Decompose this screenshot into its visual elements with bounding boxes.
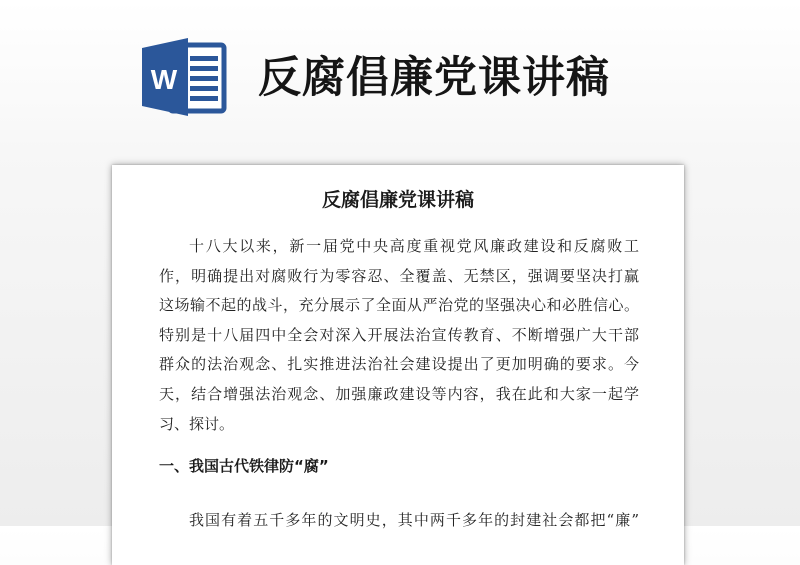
paragraph-intro (159, 232, 639, 439)
paragraph-line: 群众的法治观念、扎实推进法治社会建设提出了更加明确的要求。今 (159, 355, 639, 374)
paragraph-line: 十八大以来，新一届党中央高度重视党风廉政建设和反腐败工 (189, 237, 639, 255)
header-banner (0, 0, 800, 150)
paragraph-line: 我国有着五千多年的文明史，其中两千多年的封建社会都把“廉” (189, 511, 639, 529)
word-document-icon (140, 36, 232, 118)
paragraph-line: 这场输不起的战斗，充分展示了全面从严治党的坚强决心和必胜信心。 (159, 296, 639, 315)
document-title: 反腐倡廉党课讲稿 (321, 189, 474, 211)
paragraph-section1 (159, 506, 639, 536)
document-page (112, 165, 684, 565)
paragraph-line: 作，明确提出对腐败行为零容忍、全覆盖、无禁区，强调要坚决打赢 (159, 266, 639, 285)
paragraph-line: 习、探讨。 (159, 414, 235, 433)
word-logo-letter: W (150, 64, 178, 95)
paragraph-line: 天，结合增强法治观念、加强廉政建设等内容，我在此和大家一起学 (159, 384, 639, 403)
header-title: 反腐倡廉党课讲稿 (258, 53, 610, 103)
section-heading: 一、我国古代铁律防“腐” (159, 457, 329, 475)
paragraph-line: 特别是十八届四中全会对深入开展法治宣传教育、不断增强广大干部 (159, 325, 639, 344)
